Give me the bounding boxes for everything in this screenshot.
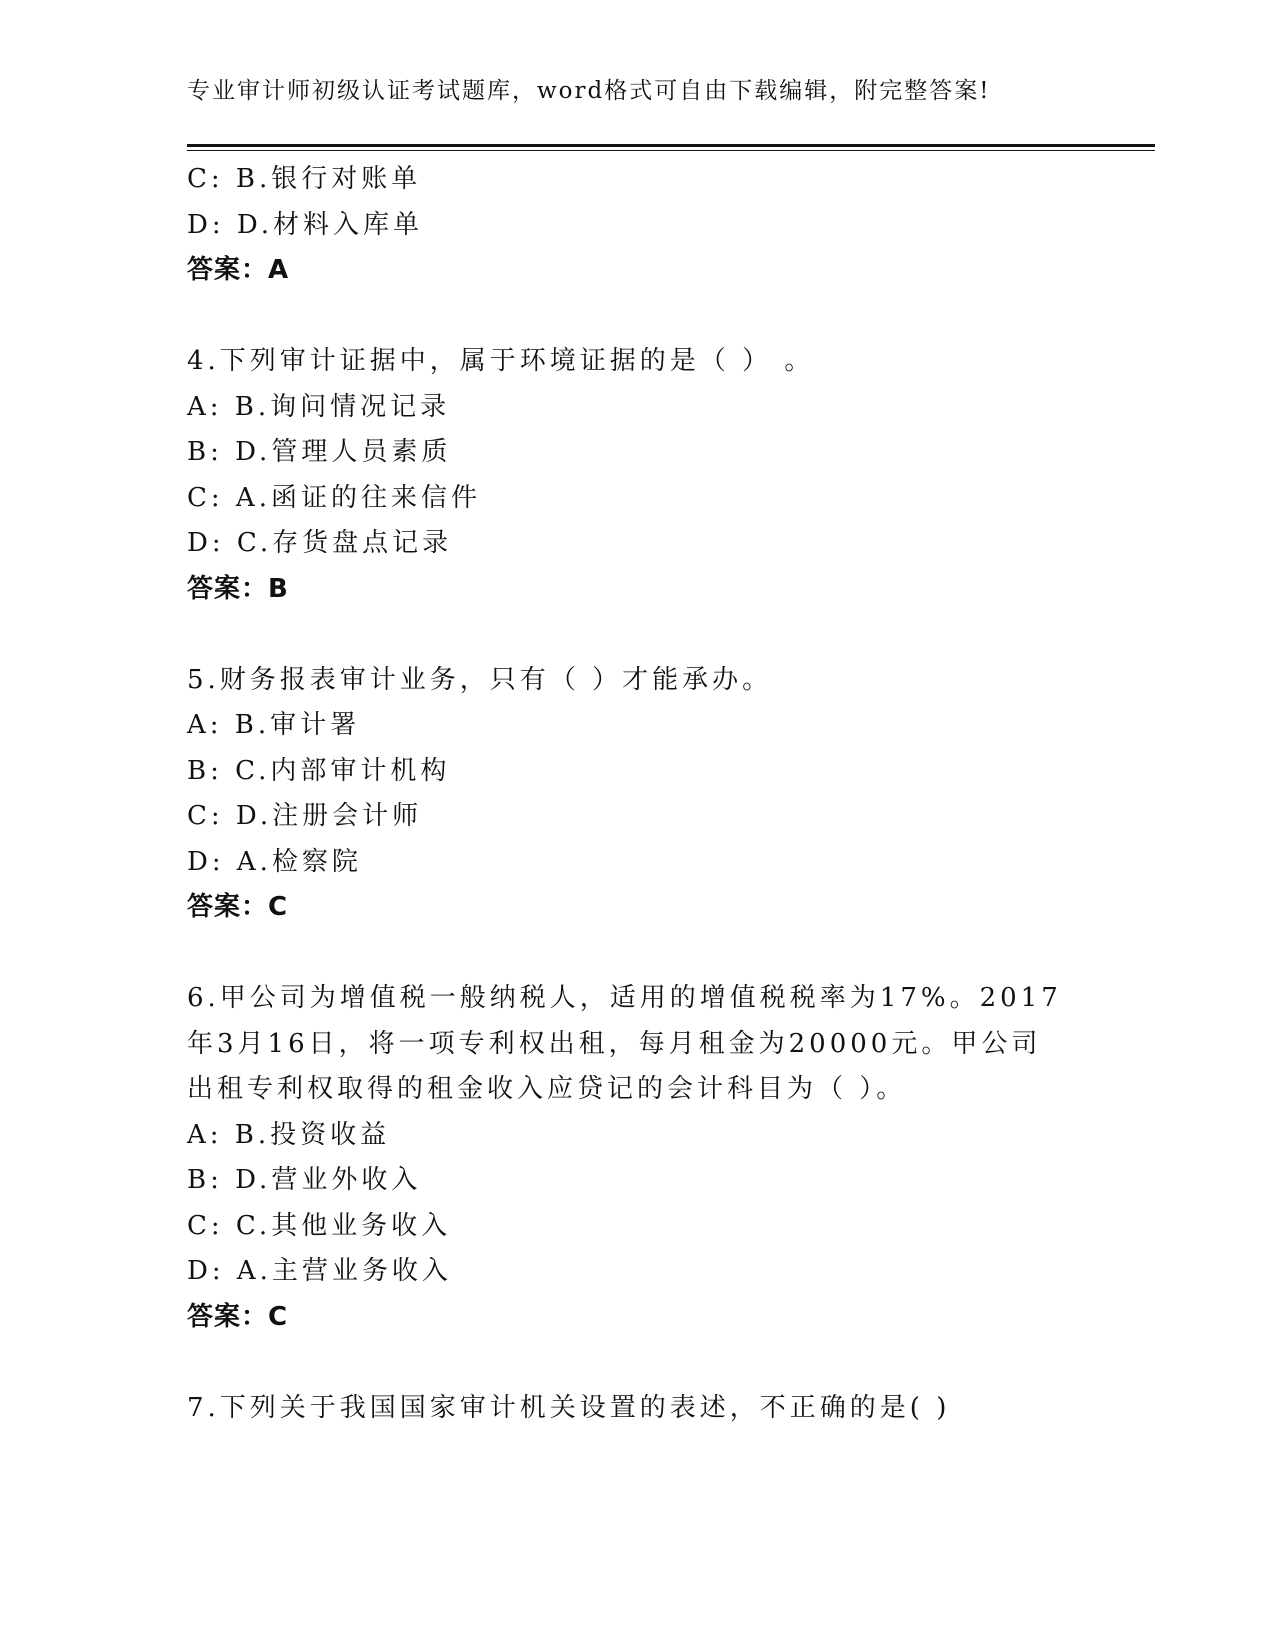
option-b: B: D.管理人员素质 xyxy=(187,437,452,467)
option-c: C: B.银行对账单 xyxy=(187,164,422,194)
question-5 xyxy=(187,658,1087,931)
question-stem: 7.下列关于我国国家审计机关设置的表述，不正确的是( ) xyxy=(187,1392,951,1423)
header-rule-thick xyxy=(187,144,1155,147)
option-c: C: D.注册会计师 xyxy=(187,801,423,831)
spacer xyxy=(187,931,1087,977)
option-c: C: C.其他业务收入 xyxy=(187,1210,452,1241)
question-stem: 5.财务报表审计业务，只有（ ）才能承办。 xyxy=(187,664,773,695)
option-b: B: D.营业外收入 xyxy=(187,1165,422,1195)
answer-line: 答案：A xyxy=(187,255,290,285)
option-a: A: B.投资收益 xyxy=(187,1119,391,1150)
question-list xyxy=(187,157,1087,1431)
previous-question-tail xyxy=(187,157,1087,294)
answer-line: 答案：C xyxy=(187,892,289,922)
option-a: A: B.审计署 xyxy=(187,710,361,740)
option-d: D: A.检察院 xyxy=(187,846,362,877)
option-d: D: D.材料入库单 xyxy=(187,209,424,240)
spacer xyxy=(187,612,1087,658)
spacer xyxy=(187,1340,1087,1386)
question-7 xyxy=(187,1386,1087,1432)
question-stem: 6.甲公司为增值税一般纳税人，适用的增值税税率为17%。2017年3月16日，将一项专利权出租，每月租金为20000元。甲公司出租专利权取得的租金收入应贷记的会计科目为（ ）。 xyxy=(187,983,1062,1104)
option-b: B: C.内部审计机构 xyxy=(187,755,451,786)
header-rule-thin xyxy=(187,150,1155,151)
option-c: C: A.函证的往来信件 xyxy=(187,482,481,513)
option-d: D: C.存货盘点记录 xyxy=(187,528,453,558)
question-stem: 4.下列审计证据中，属于环境证据的是（ ） 。 xyxy=(187,346,815,376)
option-d: D: A.主营业务收入 xyxy=(187,1256,452,1286)
question-6 xyxy=(187,976,1087,1340)
spacer xyxy=(187,294,1087,340)
option-a: A: B.询问情况记录 xyxy=(187,391,451,422)
answer-line: 答案：C xyxy=(187,1301,289,1332)
answer-line: 答案：B xyxy=(187,573,289,604)
question-4 xyxy=(187,339,1087,612)
page-header: 专业审计师初级认证考试题库，word格式可自由下载编辑，附完整答案! xyxy=(187,78,991,104)
